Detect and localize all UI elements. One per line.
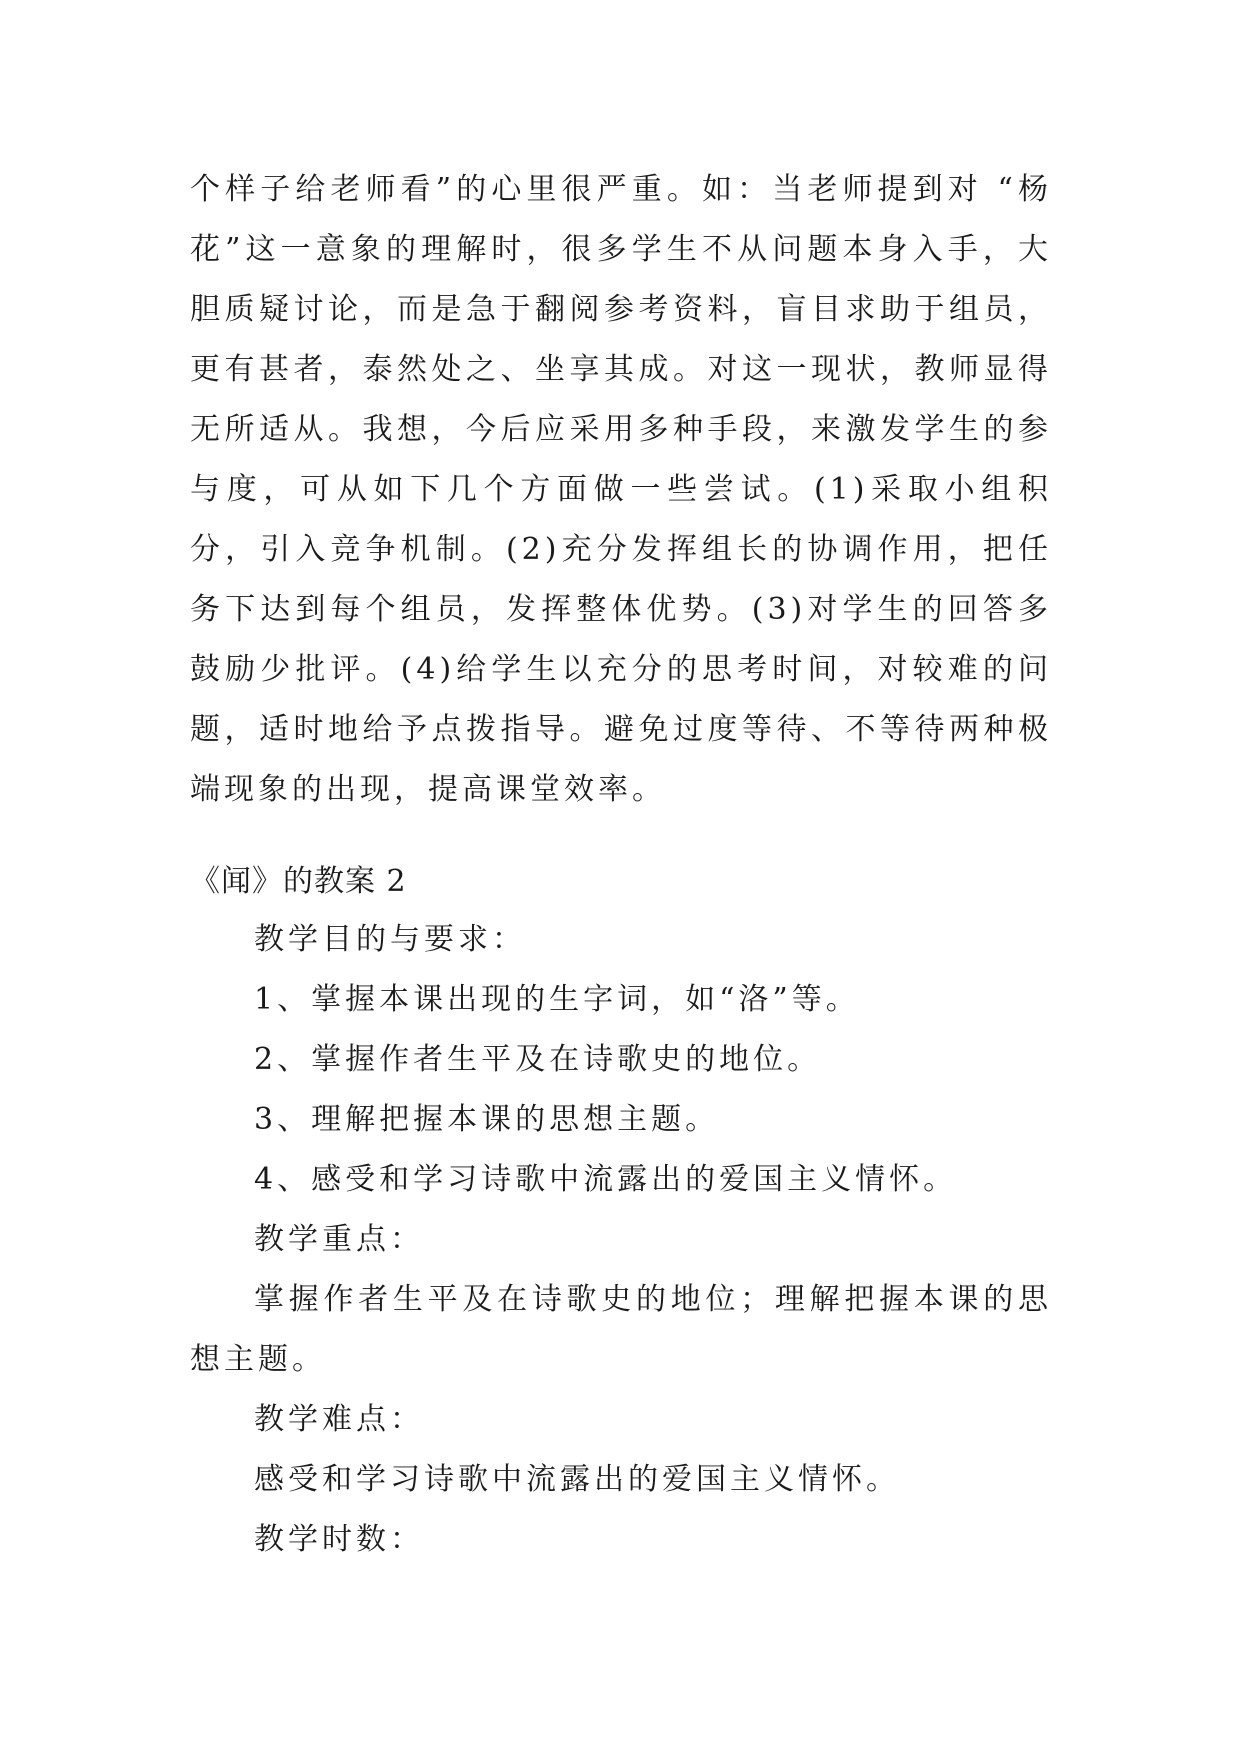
key-points-text: 掌握作者生平及在诗歌史的地位；理解把握本课的思想主题。 (190, 1282, 1052, 1377)
objective-item: 1、掌握本课出现的生字词，如“洛”等。 (254, 982, 860, 1017)
objective-item: 3、理解把握本课的思想主题。 (254, 1102, 720, 1137)
difficulty-text: 感受和学习诗歌中流露出的爱国主义情怀。 (254, 1462, 900, 1497)
hours-heading: 教学时数： (254, 1522, 424, 1557)
lesson-plan-section (190, 910, 1052, 1570)
objective-item: 2、掌握作者生平及在诗歌史的地位。 (254, 1042, 822, 1077)
difficulty-heading: 教学难点： (254, 1402, 424, 1437)
objectives-heading: 教学目的与要求： (254, 922, 526, 957)
section-title: 《闻》的教案 2 (190, 864, 407, 899)
key-points-heading: 教学重点： (254, 1222, 424, 1257)
body-paragraph: 个样子给老师看”的心里很严重。如：当老师提到对 “杨花”这一意象的理解时，很多学生不从问题本身入手，大胆质疑讨论，而是急于翻阅参考资料，盲目求助于组员，更有甚者，泰然处之、坐享其成。对这一现状，教师显得无所适从。我想，今后应采用多种手段，来激发学生的参与度，可从如下几个方面做一些尝试。(1)采取小组积分，引入竞争机制。(2)充分发挥组长的协调作用，把任务下达到每个组员，发挥整体优势。(3)对学生的回答多鼓励少批评。(4)给学生以充分的思考时间，对较难的问题，适时地给予点拨指导。避免过度等待、不等待两种极端现象的出现，提高课堂效率。 (190, 172, 1052, 807)
objective-item: 4、感受和学习诗歌中流露出的爱国主义情怀。 (254, 1162, 958, 1197)
